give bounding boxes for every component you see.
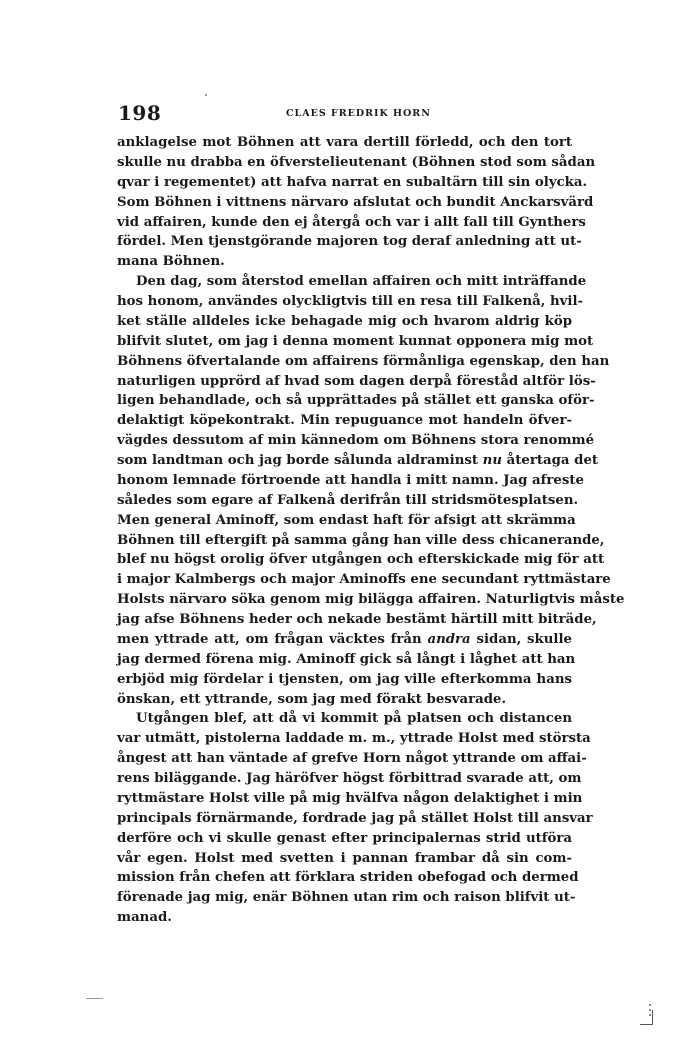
text-line: Böhnens öfvertalande om affairens förmånliga egenskap, den han — [117, 353, 610, 369]
text-line: vägdes dessutom af min kännedom om Böhnens stora renommé — [117, 433, 595, 449]
page-number: 198 — [118, 101, 162, 125]
text-line: Som Böhnen i vittnens närvaro afslutat och bundit Anckarsvärd — [117, 194, 594, 210]
text-line: jag dermed förena mig. Aminoff gick så långt i låghet att han — [117, 651, 576, 667]
text-line: fördel. Men tjenstgörande majoren tog deraf anledning att ut- — [117, 234, 582, 250]
text-line: delaktigt köpekontrakt. Min repuguance mot handeln öfver- — [117, 413, 572, 429]
scan-corner-mark — [640, 1010, 653, 1025]
text-line: principals förnärmande, fordrade jag på stället Holst till ansvar — [117, 810, 593, 826]
paragraph-start-line: Utgången blef, att då vi kommit på platsen och distancen — [136, 711, 572, 727]
text-line: honom lemnade förtroende att handla i mitt namn. Jag afreste — [117, 472, 584, 488]
text-line: skulle nu drabba en öfverstelieutenant (Böhnen stod som sådan — [117, 154, 596, 170]
text-line: erbjöd mig fördelar i tjensten, om jag ville efterkomma hans — [117, 671, 572, 687]
page-header — [118, 101, 570, 125]
text-line: manad. — [117, 910, 172, 926]
italic-word: nu — [482, 453, 502, 468]
paper-speck — [205, 94, 207, 96]
text-line: Men general Aminoff, som endast haft för afsigt att skrämma — [117, 512, 576, 528]
text-line: ket ställe alldeles icke behagade mig och hvarom aldrig köp — [117, 313, 572, 329]
text-line: qvar i regementet) att hafva narrat en subaltärn till sin olycka. — [117, 174, 588, 190]
text-line: Böhnen till eftergift på samma gång han ville dess chicanerande, — [117, 532, 605, 548]
text-line: var utmätt, pistolerna laddade m. m., yttrade Holst med största — [117, 731, 591, 747]
text-line: mission från chefen att förklara striden obefogad och dermed — [117, 870, 579, 886]
running-head: CLAES FREDRIK HORN — [286, 108, 431, 119]
text-line: förenade jag mig, enär Böhnen utan rim och raison blifvit ut- — [117, 890, 576, 906]
text-line: vid affairen, kunde den ej återgå och var i allt fall till Gynthers — [117, 214, 586, 230]
text-line: Holsts närvaro söka genom mig bilägga affairen. Naturligtvis måste — [117, 592, 625, 608]
scan-margin-mark — [86, 998, 103, 999]
text-line: anklagelse mot Böhnen att vara dertill förledd, och den tort — [117, 135, 572, 150]
text-line: derföre och vi skulle genast efter principalernas strid utföra — [117, 830, 572, 846]
text-line: men yttrade att, om frågan väcktes från andra sidan, skulle — [117, 631, 572, 647]
text-line: önskan, ett yttrande, som jag med förakt besvarade. — [117, 691, 507, 707]
text-line: vår egen. Holst med svetten i pannan frambar då sin com- — [117, 850, 572, 866]
text-line: blifvit slutet, om jag i denna moment kunnat opponera mig mot — [117, 333, 594, 349]
text-line: jag afse Böhnens heder och nekade bestämt härtill mitt biträde, — [117, 612, 597, 627]
text-line: ångest att han väntade af grefve Horn något yttrande om affai- — [117, 751, 587, 767]
text-line: i major Kalmbergs och major Aminoffs ene secundant ryttmästare — [117, 572, 611, 588]
paragraph-start-line: Den dag, som återstod emellan affairen och mitt inträffande — [136, 274, 587, 290]
text-line: ryttmästare Holst ville på mig hvälfva någon delaktighet i min — [117, 790, 583, 806]
text-line: således som egare af Falkenå derifrån till stridsmötesplatsen. — [117, 492, 579, 508]
italic-word: andra — [427, 631, 471, 647]
text-line: rens biläggande. Jag häröfver högst förbittrad svarade att, om — [117, 771, 582, 786]
body-text — [117, 133, 625, 928]
text-line: hos honom, användes olyckligtvis till en resa till Falkenå, hvil- — [117, 294, 584, 309]
text-line: mana Böhnen. — [117, 254, 225, 270]
text-line: som landtman och jag borde sålunda aldraminst nu återtaga det — [117, 453, 599, 468]
text-line: ligen behandlade, och så upprättades på stället ett ganska oför- — [117, 393, 595, 409]
text-line: blef nu högst orolig öfver utgången och efterskickade mig för att — [117, 552, 605, 568]
text-line: naturligen upprörd af hvad som dagen derpå föreståd altför lös- — [117, 373, 596, 389]
